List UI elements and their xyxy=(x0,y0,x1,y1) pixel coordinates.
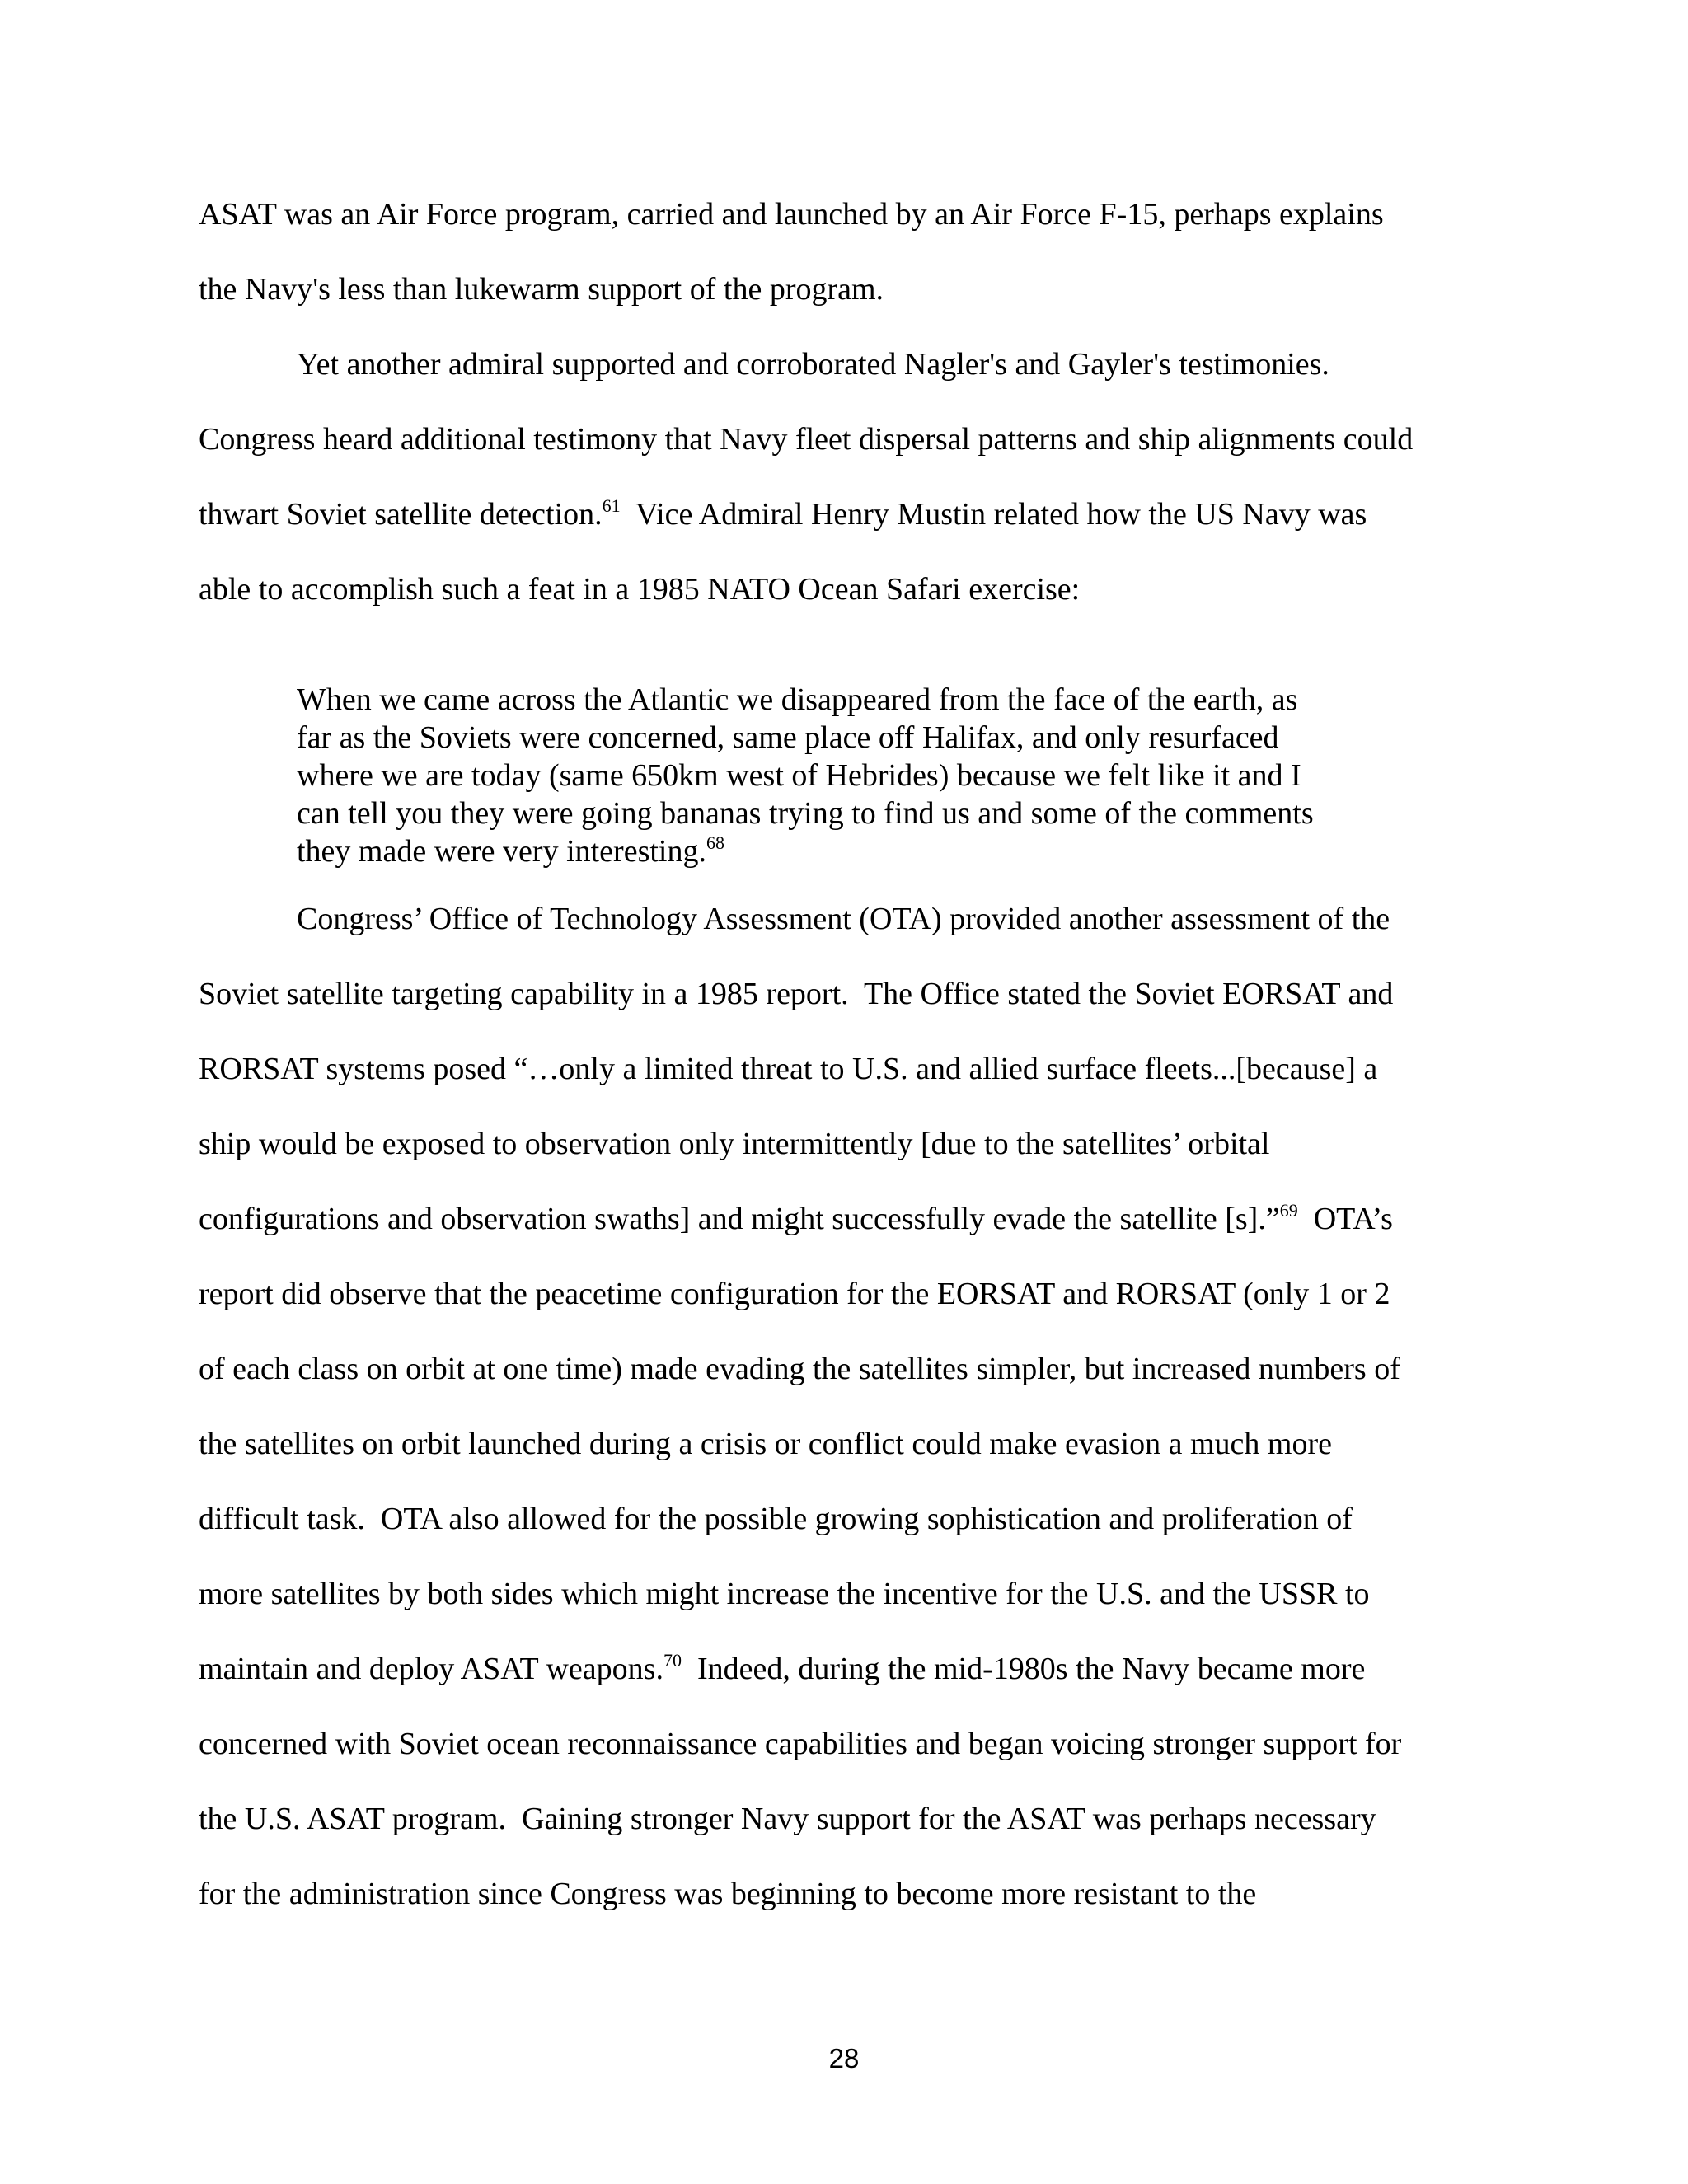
quote-line xyxy=(297,832,724,870)
text-span: for the administration since Congress was beginning to become more resistant to the xyxy=(199,1877,1257,1911)
text-span: can tell you they were going bananas trying to find us and some of the comments xyxy=(297,796,1314,831)
text-span: Congress’ Office of Technology Assessment (OTA) provided another assessment of the xyxy=(297,902,1390,936)
text-span: thwart Soviet satellite detection. xyxy=(199,497,603,532)
footnote-ref-70: 70 xyxy=(663,1650,682,1671)
body-text-line xyxy=(199,195,1384,233)
text-span: difficult task. OTA also allowed for the possible growing sophistication and proliferation of xyxy=(199,1502,1353,1536)
text-span: where we are today (same 650km west of Hebrides) because we felt like it and I xyxy=(297,758,1301,793)
body-text-line xyxy=(297,900,1390,938)
text-span: RORSAT systems posed “…only a limited threat to U.S. and allied surface fleets...[because] a xyxy=(199,1052,1378,1086)
body-text-line xyxy=(199,1200,1393,1238)
text-span: Indeed, during the mid-1980s the Navy became more xyxy=(681,1652,1366,1686)
text-span: they made were very interesting. xyxy=(297,834,706,869)
text-span: more satellites by both sides which might increase the incentive for the U.S. and the USSR to xyxy=(199,1577,1370,1611)
text-span: Yet another admiral supported and corroborated Nagler's and Gayler's testimonies. xyxy=(297,347,1329,382)
body-text-line xyxy=(199,1425,1332,1463)
text-span: of each class on orbit at one time) made evading the satellites simpler, but increased numbers of xyxy=(199,1352,1400,1386)
text-span: OTA’s xyxy=(1297,1202,1393,1236)
text-span: the U.S. ASAT program. Gaining stronger Navy support for the ASAT was perhaps necessary xyxy=(199,1802,1376,1836)
text-span: Vice Admiral Henry Mustin related how the US Navy was xyxy=(620,497,1367,532)
body-text-line xyxy=(199,1875,1256,1913)
text-span: configurations and observation swaths] and might successfully evade the satellite [s].” xyxy=(199,1202,1280,1236)
body-text-line xyxy=(199,1650,1365,1688)
text-span: When we came across the Atlantic we disappeared from the face of the earth, as xyxy=(297,682,1298,717)
body-text-line xyxy=(297,345,1329,383)
page-number: 28 xyxy=(828,2043,860,2074)
body-text-line xyxy=(199,975,1393,1013)
body-text-line xyxy=(199,495,1367,533)
body-text-line xyxy=(199,570,1080,608)
body-text-line xyxy=(199,1050,1377,1088)
quote-line xyxy=(297,719,1279,757)
body-text-line xyxy=(199,1725,1401,1763)
quote-line xyxy=(297,681,1297,719)
body-text-line xyxy=(199,1575,1370,1613)
text-span: the Navy's less than lukewarm support of the program. xyxy=(199,272,884,307)
footnote-ref-68: 68 xyxy=(706,832,724,853)
body-text-line xyxy=(199,1500,1353,1538)
quote-line xyxy=(297,757,1301,794)
body-text-line xyxy=(199,1800,1376,1838)
text-span: Congress heard additional testimony that Navy fleet dispersal patterns and ship alignments could xyxy=(199,422,1414,457)
body-text-line xyxy=(199,1275,1390,1313)
text-span: concerned with Soviet ocean reconnaissance capabilities and began voicing stronger support for xyxy=(199,1727,1402,1761)
text-span: report did observe that the peacetime configuration for the EORSAT and RORSAT (only 1 or 2 xyxy=(199,1277,1390,1311)
text-span: ship would be exposed to observation only intermittently [due to the satellites’ orbital xyxy=(199,1127,1270,1161)
text-span: able to accomplish such a feat in a 1985 NATO Ocean Safari exercise: xyxy=(199,572,1081,607)
text-span: ASAT was an Air Force program, carried and launched by an Air Force F-15, perhaps explains xyxy=(199,197,1384,232)
quote-line xyxy=(297,794,1314,832)
body-text-line xyxy=(199,270,884,308)
footnote-ref-69: 69 xyxy=(1279,1200,1298,1221)
text-span: far as the Soviets were concerned, same place off Halifax, and only resurfaced xyxy=(297,720,1279,755)
text-span: maintain and deploy ASAT weapons. xyxy=(199,1652,663,1686)
body-text-line xyxy=(199,1125,1269,1163)
body-text-line xyxy=(199,1350,1400,1388)
text-span: Soviet satellite targeting capability in a 1985 report. The Office stated the Soviet EORSAT and xyxy=(199,977,1394,1011)
body-text-line xyxy=(199,420,1413,458)
text-span: the satellites on orbit launched during a crisis or conflict could make evasion a much more xyxy=(199,1427,1332,1461)
footnote-ref-61: 61 xyxy=(602,495,621,516)
